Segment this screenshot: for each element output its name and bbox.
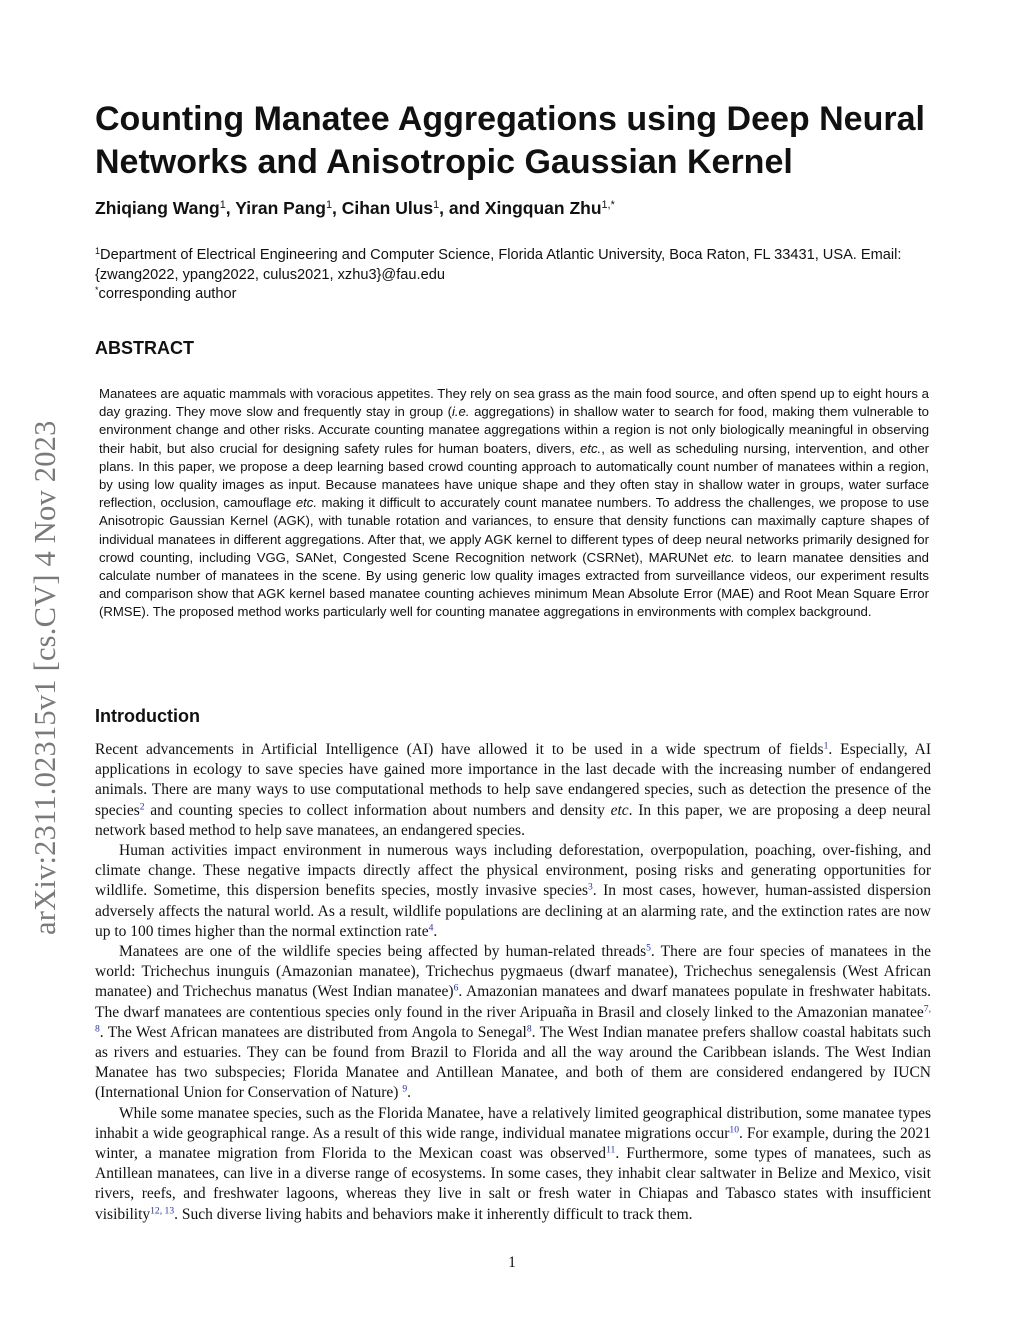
affiliation-line: $^1$Department of Electrical Engineering and Computer Science, Florida Atlantic University, Boca Raton, FL 33431, USA. Email: {zwang2022, ypang2022, culus2021, xzhu3}@fau.edu (95, 246, 902, 283)
author-affiliation-mark: 1 (219, 199, 226, 212)
introduction-body (95, 740, 931, 1225)
abstract-heading: ABSTRACT (95, 338, 194, 358)
introduction-heading: Introduction (95, 706, 200, 726)
citation-link[interactable]: 5 (646, 942, 651, 954)
citation-link[interactable]: 7, 8 (95, 1003, 931, 1035)
page-number: 1 (508, 1254, 516, 1271)
corresponding-note: *corresponding author (95, 285, 237, 302)
arxiv-identifier: arXiv:2311.02315v1 [cs.CV] 4 Nov 2023 (28, 420, 62, 935)
citation-link[interactable]: 3 (587, 882, 593, 894)
paragraph: Manatees are one of the wildlife species being affected by human-related threads$^5$. There are four species of manatees in the world: Trichechus inunguis (Amazonian manatee), Trichechus pygmaeus (dwarf manatee), Trichechus senegalensis (West African manatee) and Trichechus manatus (West Indian manatee)$^6$. Amazonian manatees and dwarf manatees populate in freshwater habitats. The dwarf manatees are contentious species only found in the river Aripuaña in Brasil and closely linked to the Amazonian manatee$^{7, 8}$. The West African manatees are distributed from Angola to Senegal$^8$. The West Indian manatee prefers shallow coastal habitats such as rivers and estuaries. They can be found from Brazil to Florida and all the way around the Caribbean islands. The West Indian Manatee has two subspecies; Florida Manatee and Antillean Manatee, and both of them are considered endangered by IUCN (International Union for Conservation of Nature) $^9$. (95, 942, 931, 1102)
citation-link[interactable]: 4 (428, 922, 434, 934)
citation-link[interactable]: 8 (526, 1023, 532, 1035)
author-affiliation-mark: 1 (325, 199, 332, 212)
author-list: Zhiqiang Wang$^1$, Yiran Pang$^1$, Cihan Ulus$^1$, and Xingquan Zhu$^{1,*}$ (95, 198, 615, 218)
citation-link[interactable]: 1 (823, 740, 829, 752)
author-affiliation-mark: 1,* (601, 199, 615, 212)
author-name: Xingquan Zhu (484, 198, 602, 218)
paragraph: Recent advancements in Artificial Intelligence (AI) have allowed it to be used in a wide spectrum of fields$^1$. Especially, AI applications in ecology to save species have gained more importance in the last decade with the increasing number of endangered animals. There are many ways to use computational methods to help save endangered species, such as detection the presence of the species$^2$ and counting species to collect information about numbers and density etc. In this paper, we are proposing a deep neural network based method to help save manatees, an endangered species. (95, 740, 931, 839)
paper-title: Counting Manatee Aggregations using Deep Neural Networks and Anisotropic Gaussian Kernel (95, 100, 925, 181)
author-affiliation-mark: 1 (433, 199, 440, 212)
paragraph: Human activities impact environment in numerous ways including deforestation, overpopulation, poaching, over-fishing, and climate change. These negative impacts directly affect the physical environment, posing risks and generating opportunities for wildlife. Sometime, this dispersion benefits species, mostly invasive species$^3$. In most cases, however, human-assisted dispersion adversely affects the natural world. As a result, wildlife populations are declining at an alarming rate, and the extinction rates are now up to 100 times higher than the normal extinction rate$^4$. (95, 842, 931, 940)
affiliation-block (95, 246, 935, 305)
abstract-text: Manatees are aquatic mammals with voracious appetites. They rely on sea grass as the main food source, and often spend up to eight hours a day grazing. They move slow and frequently stay in group (i.e. aggregations) in shallow water to search for food, making them vulnerable to environment change and other risks. Accurate counting manatee aggregations within a region is not only biologically meaningful in observing their habit, but also crucial for designing safety rules for human boaters, divers, etc., as well as scheduling nursing, intervention, and other plans. In this paper, we propose a deep learning based crowd counting approach to automatically count number of manatees within a region, by using low quality images as input. Because manatees have unique shape and they often stay in shallow water in groups, water surface reflection, occlusion, camouflage etc. making it difficult to accurately count manatee numbers. To address the challenges, we propose to use Anisotropic Gaussian Kernel (AGK), with tunable rotation and variances, to ensure that density functions can maximally capture shapes of individual manatees in different aggregations. After that, we apply AGK kernel to different types of deep neural networks primarily designed for crowd counting, including VGG, SANet, Congested Scene Recognition network (CSRNet), MARUNet etc. to learn manatee densities and calculate number of manatees in the scene. By using generic low quality images extracted from surveillance videos, our experiment results and comparison show that AGK kernel based manatee counting achieves minimum Mean Absolute Error (MAE) and Root Mean Square Error (RMSE). The proposed method works particularly well for counting manatee aggregations in environments with complex background. (99, 386, 929, 620)
paragraph: While some manatee species, such as the Florida Manatee, have a relatively limited geographical distribution, some manatee types inhabit a wide geographical range. As a result of this wide range, individual manatee migrations occur$^{10}$. For example, during the 2021 winter, a manatee migration from Florida to the Mexican coast was observed$^{11}$. Furthermore, some types of manatees, such as Antillean manatees, can live in a diverse range of ecosystems. In some cases, they inhabit clear saltwater in Belize and Mexico, visit rivers, reefs, and freshwater lagoons, whereas they live in salt or fresh water in Chiapas and Tabasco states with insufficient visibility$^{12, 13}$. Such diverse living habits and behaviors make it inherently difficult to track them. (95, 1104, 931, 1223)
citation-link[interactable]: 10 (729, 1124, 739, 1136)
citation-link[interactable]: 6 (453, 983, 459, 995)
author-name: Zhiqiang Wang (95, 198, 220, 218)
citation-link[interactable]: 12, 13 (150, 1205, 175, 1217)
citation-link[interactable]: 11 (606, 1144, 616, 1156)
author-name: Cihan Ulus (341, 198, 434, 218)
citation-link[interactable]: 9 (402, 1084, 408, 1096)
author-name: Yiran Pang (235, 198, 326, 218)
citation-link[interactable]: 2 (139, 801, 145, 813)
